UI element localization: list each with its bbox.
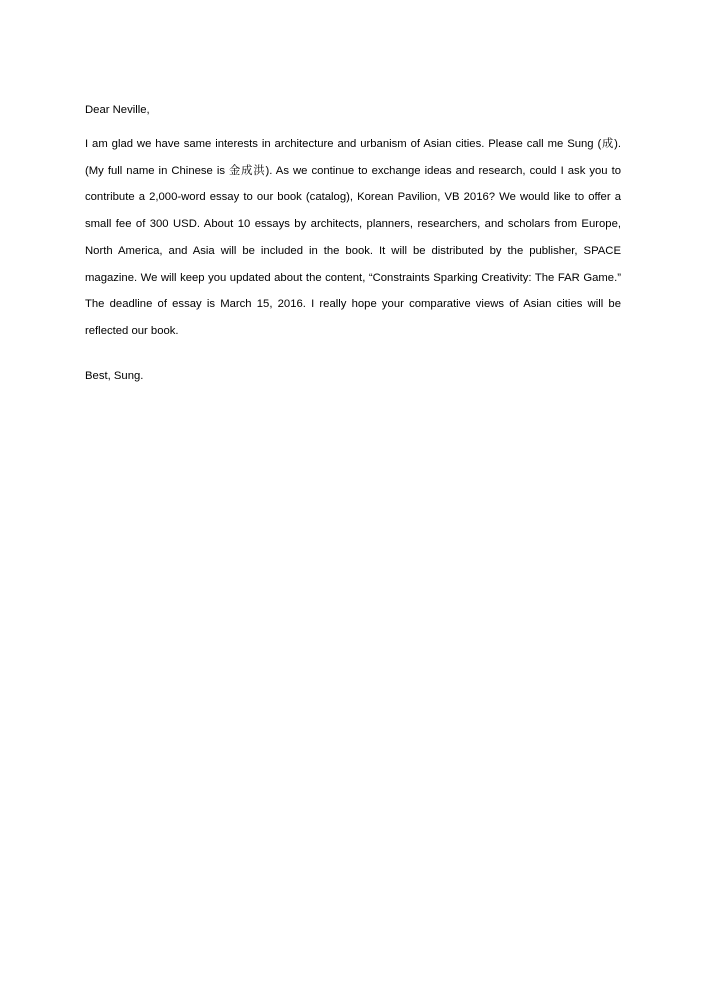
letter-body: I am glad we have same interests in architecture and urbanism of Asian cities. Please call me Sung (成). (My full name in Chinese is 金成洪). As we continue to exchange ideas and research, could I ask you to contribute a 2,000-word essay to our book (catalog), Korean Pavilion, VB 2016? We would like to offer a small fee of 300 USD. About 10 essays by architects, planners, researchers, and scholars from Europe, North America, and Asia will be included in the book. It will be distributed by the publisher, SPACE magazine. We will keep you updated about the content, “Constraints Sparking Creativity: The FAR Game.” The deadline of essay is March 15, 2016. I really hope your comparative views of Asian cities will be reflected our book. bbox=[85, 138, 621, 337]
letter bbox=[85, 100, 621, 386]
letter-signoff: Best, Sung. bbox=[85, 369, 144, 382]
letter-greeting: Dear Neville, bbox=[85, 104, 150, 116]
